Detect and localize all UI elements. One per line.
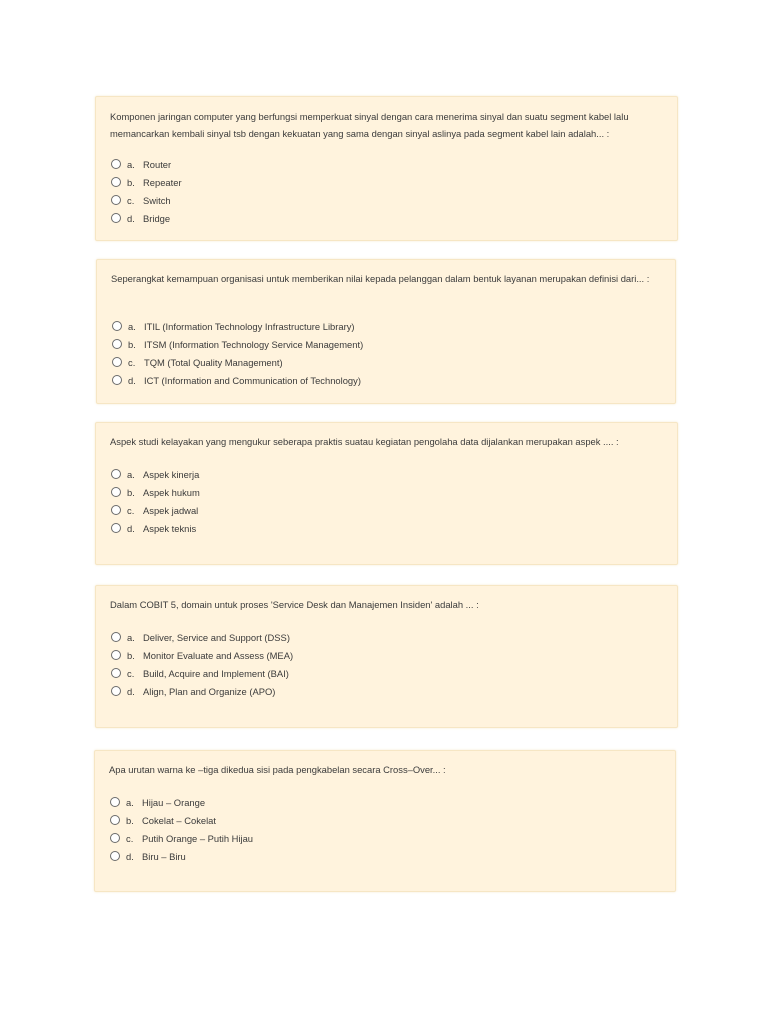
radio-button[interactable] — [111, 159, 121, 169]
radio-button[interactable] — [111, 505, 121, 515]
option-label: ICT (Information and Communication of Technology) — [144, 374, 361, 386]
question-text: Dalam COBIT 5, domain untuk proses 'Service Desk dan Manajemen Insiden' adalah ... : — [110, 599, 479, 610]
radio-button[interactable] — [111, 487, 121, 497]
option-label: ITSM (Information Technology Service Management) — [144, 338, 364, 350]
options-list — [111, 628, 293, 700]
option-d[interactable]: d. Aspek teknis — [111, 519, 200, 537]
option-label: Deliver, Service and Support (DSS) — [143, 631, 290, 643]
option-c[interactable]: c. TQM (Total Quality Management) — [112, 353, 363, 371]
option-label: Switch — [143, 194, 171, 206]
question-text: Seperangkat kemampuan organisasi untuk memberikan nilai kepada pelanggan dalam bentuk layanan merupakan definisi dari... : — [111, 273, 650, 284]
radio-button[interactable] — [111, 632, 121, 642]
option-d[interactable]: d. ICT (Information and Communication of Technology) — [112, 371, 363, 389]
radio-button[interactable] — [112, 375, 122, 385]
option-a[interactable]: a. Aspek kinerja — [111, 465, 200, 483]
option-label: Bridge — [143, 212, 171, 224]
question-card-5 — [94, 750, 676, 892]
option-label: Putih Orange – Putih Hijau — [142, 832, 254, 844]
radio-button[interactable] — [110, 815, 120, 825]
option-b[interactable]: b. ITSM (Information Technology Service Management) — [112, 335, 363, 353]
option-label: Build, Acquire and Implement (BAI) — [143, 667, 289, 679]
option-c[interactable]: c. Build, Acquire and Implement (BAI) — [111, 664, 293, 682]
radio-button[interactable] — [111, 686, 121, 696]
option-c[interactable]: c. Putih Orange – Putih Hijau — [110, 829, 253, 847]
option-label: Align, Plan and Organize (APO) — [143, 685, 276, 697]
question-card-1 — [95, 96, 678, 241]
option-a[interactable]: a. ITIL (Information Technology Infrastructure Library) — [112, 317, 363, 335]
option-label: Repeater — [143, 176, 182, 188]
radio-button[interactable] — [112, 321, 122, 331]
radio-button[interactable] — [111, 523, 121, 533]
options-list — [112, 317, 363, 389]
option-b[interactable]: b. Cokelat – Cokelat — [110, 811, 253, 829]
option-label: Aspek hukum — [143, 486, 200, 498]
options-list — [110, 793, 253, 865]
radio-button[interactable] — [111, 650, 121, 660]
question-text: Aspek studi kelayakan yang mengukur seberapa praktis suatau kegiatan pengolaha data dijalankan merupakan aspek .... : — [110, 436, 619, 447]
option-b[interactable]: b. Aspek hukum — [111, 483, 200, 501]
question-card-4 — [95, 585, 678, 728]
option-label: Aspek jadwal — [143, 504, 199, 516]
question-card-2 — [96, 259, 676, 404]
radio-button[interactable] — [110, 833, 120, 843]
option-label: Hijau – Orange — [142, 796, 206, 808]
option-c[interactable]: c. Aspek jadwal — [111, 501, 200, 519]
option-c[interactable]: c. Switch — [111, 191, 182, 209]
radio-button[interactable] — [111, 668, 121, 678]
radio-button[interactable] — [111, 177, 121, 187]
option-label: ITIL (Information Technology Infrastructure Library) — [144, 320, 355, 332]
option-label: Aspek teknis — [143, 522, 197, 534]
option-d[interactable]: d. Bridge — [111, 209, 182, 227]
options-list — [111, 465, 200, 537]
radio-button[interactable] — [111, 213, 121, 223]
radio-button[interactable] — [110, 851, 120, 861]
option-d[interactable]: d. Biru – Biru — [110, 847, 253, 865]
question-text: Apa urutan warna ke –tiga dikedua sisi pada pengkabelan secara Cross–Over... : — [109, 764, 446, 775]
option-a[interactable]: a. Deliver, Service and Support (DSS) — [111, 628, 293, 646]
option-a[interactable]: a. Router — [111, 155, 182, 173]
option-d[interactable]: d. Align, Plan and Organize (APO) — [111, 682, 293, 700]
option-b[interactable]: b. Monitor Evaluate and Assess (MEA) — [111, 646, 293, 664]
option-label: Biru – Biru — [142, 850, 186, 862]
radio-button[interactable] — [110, 797, 120, 807]
question-text: Komponen jaringan computer yang berfungsi memperkuat sinyal dengan cara menerima sinyal dan suatu segment kabel lalu memancarkan kembali sinyal tsb dengan kekuatan yang sama dengan sinyal aslinya pada segment kabel lain adalah... : — [110, 111, 629, 139]
radio-button[interactable] — [111, 195, 121, 205]
option-label: Router — [143, 158, 172, 170]
option-a[interactable]: a. Hijau – Orange — [110, 793, 253, 811]
option-label: Aspek kinerja — [143, 468, 200, 480]
radio-button[interactable] — [112, 357, 122, 367]
option-label: Cokelat – Cokelat — [142, 814, 216, 826]
option-b[interactable]: b. Repeater — [111, 173, 182, 191]
question-card-3 — [95, 422, 678, 565]
radio-button[interactable] — [112, 339, 122, 349]
option-label: Monitor Evaluate and Assess (MEA) — [143, 649, 294, 661]
options-list — [111, 155, 182, 227]
option-label: TQM (Total Quality Management) — [144, 356, 283, 368]
radio-button[interactable] — [111, 469, 121, 479]
